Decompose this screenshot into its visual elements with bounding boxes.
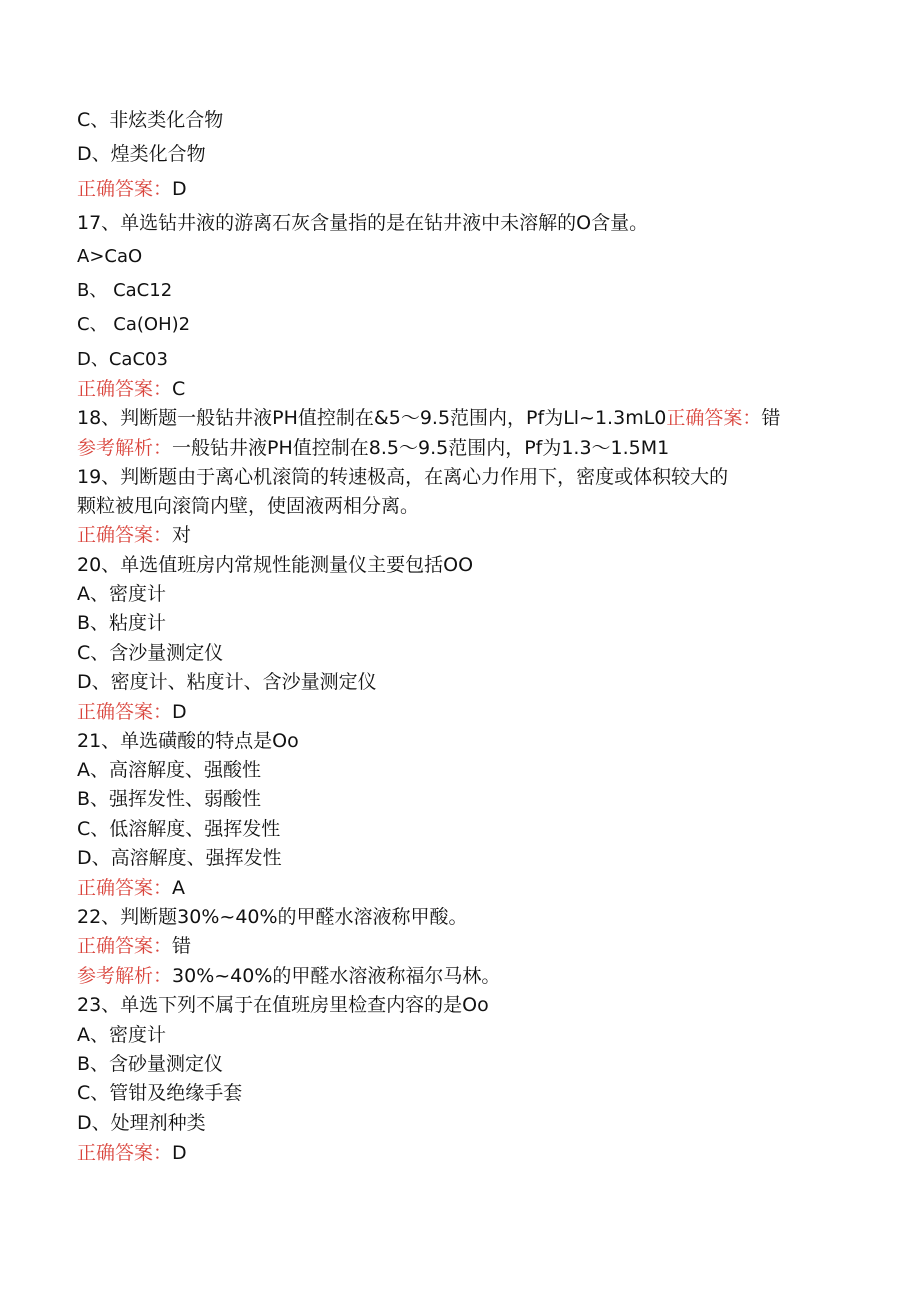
answer-label: 正确答案： bbox=[77, 1142, 173, 1164]
answer-line bbox=[77, 1141, 187, 1165]
answer-line bbox=[77, 700, 187, 724]
option-c: C、非炫类化合物 bbox=[77, 109, 224, 131]
answer-value: 错 bbox=[172, 935, 192, 957]
question-22: 22、判断题30%~40%的甲醛水溶液称甲酸。 bbox=[77, 906, 468, 928]
answer-line bbox=[77, 876, 185, 900]
answer-line bbox=[77, 934, 191, 958]
option-d: D、处理剂种类 bbox=[77, 1112, 206, 1134]
answer-value: 错 bbox=[761, 407, 781, 429]
option-b: B、粘度计 bbox=[77, 612, 167, 634]
answer-label: 正确答案： bbox=[77, 178, 173, 200]
option-d: D、煌类化合物 bbox=[77, 143, 206, 165]
answer-value: D bbox=[172, 1142, 187, 1164]
option-c: C、含沙量测定仪 bbox=[77, 642, 224, 664]
question-19-cont: 颗粒被甩向滚筒内壁，使固液两相分离。 bbox=[77, 495, 420, 517]
answer-label: 正确答案： bbox=[77, 701, 173, 723]
explanation-text: 30%~40%的甲醛水溶液称福尔马林。 bbox=[172, 965, 501, 987]
option-a: A、密度计 bbox=[77, 583, 166, 605]
question-17: 17、单选钻井液的游离石灰含量指的是在钻井液中未溶解的O含量。 bbox=[77, 212, 649, 234]
question-20: 20、单选值班房内常规性能测量仪主要包括OO bbox=[77, 554, 474, 576]
answer-value: 对 bbox=[172, 524, 192, 546]
question-18: 18、判断题一般钻井液PH值控制在&5〜9.5范围内，Pf为Ll~1.3mL0正确答案：错 bbox=[77, 407, 781, 429]
explanation-label: 参考解析： bbox=[77, 437, 173, 459]
question-21: 21、单选磺酸的特点是Oo bbox=[77, 730, 299, 752]
option-a: A、密度计 bbox=[77, 1024, 166, 1046]
answer-label: 正确答案： bbox=[666, 407, 762, 429]
answer-value: A bbox=[172, 877, 186, 899]
option-c: C、低溶解度、强挥发性 bbox=[77, 818, 281, 840]
answer-value: D bbox=[172, 178, 187, 200]
option-b: B、 CaC12 bbox=[77, 280, 173, 301]
explanation-text: 一般钻井液PH值控制在8.5〜9.5范围内，Pf为1.3〜1.5M1 bbox=[172, 437, 670, 459]
answer-line bbox=[77, 523, 191, 547]
option-c: C、管钳及绝缘手套 bbox=[77, 1082, 243, 1104]
question-23: 23、单选下列不属于在值班房里检查内容的是Oo bbox=[77, 994, 489, 1016]
answer-line bbox=[77, 177, 187, 201]
explanation-line bbox=[77, 436, 669, 460]
answer-line bbox=[77, 377, 185, 401]
option-b: B、强挥发性、弱酸性 bbox=[77, 788, 262, 810]
explanation-label: 参考解析： bbox=[77, 965, 173, 987]
option-a: A>CaO bbox=[77, 246, 143, 267]
answer-value: C bbox=[172, 378, 186, 400]
answer-label: 正确答案： bbox=[77, 378, 173, 400]
answer-value: D bbox=[172, 701, 187, 723]
option-a: A、高溶解度、强酸性 bbox=[77, 759, 261, 781]
answer-label: 正确答案： bbox=[77, 877, 173, 899]
option-d: D、CaC03 bbox=[77, 349, 168, 370]
option-b: B、含砂量测定仪 bbox=[77, 1053, 224, 1075]
question-19: 19、判断题由于离心机滚筒的转速极高，在离心力作用下，密度或体积较大的 bbox=[77, 466, 729, 488]
explanation-line bbox=[77, 964, 500, 988]
option-c: C、 Ca(OH)2 bbox=[77, 314, 191, 335]
answer-label: 正确答案： bbox=[77, 935, 173, 957]
answer-label: 正确答案： bbox=[77, 524, 173, 546]
option-d: D、高溶解度、强挥发性 bbox=[77, 847, 282, 869]
option-d: D、密度计、粘度计、含沙量测定仪 bbox=[77, 671, 377, 693]
